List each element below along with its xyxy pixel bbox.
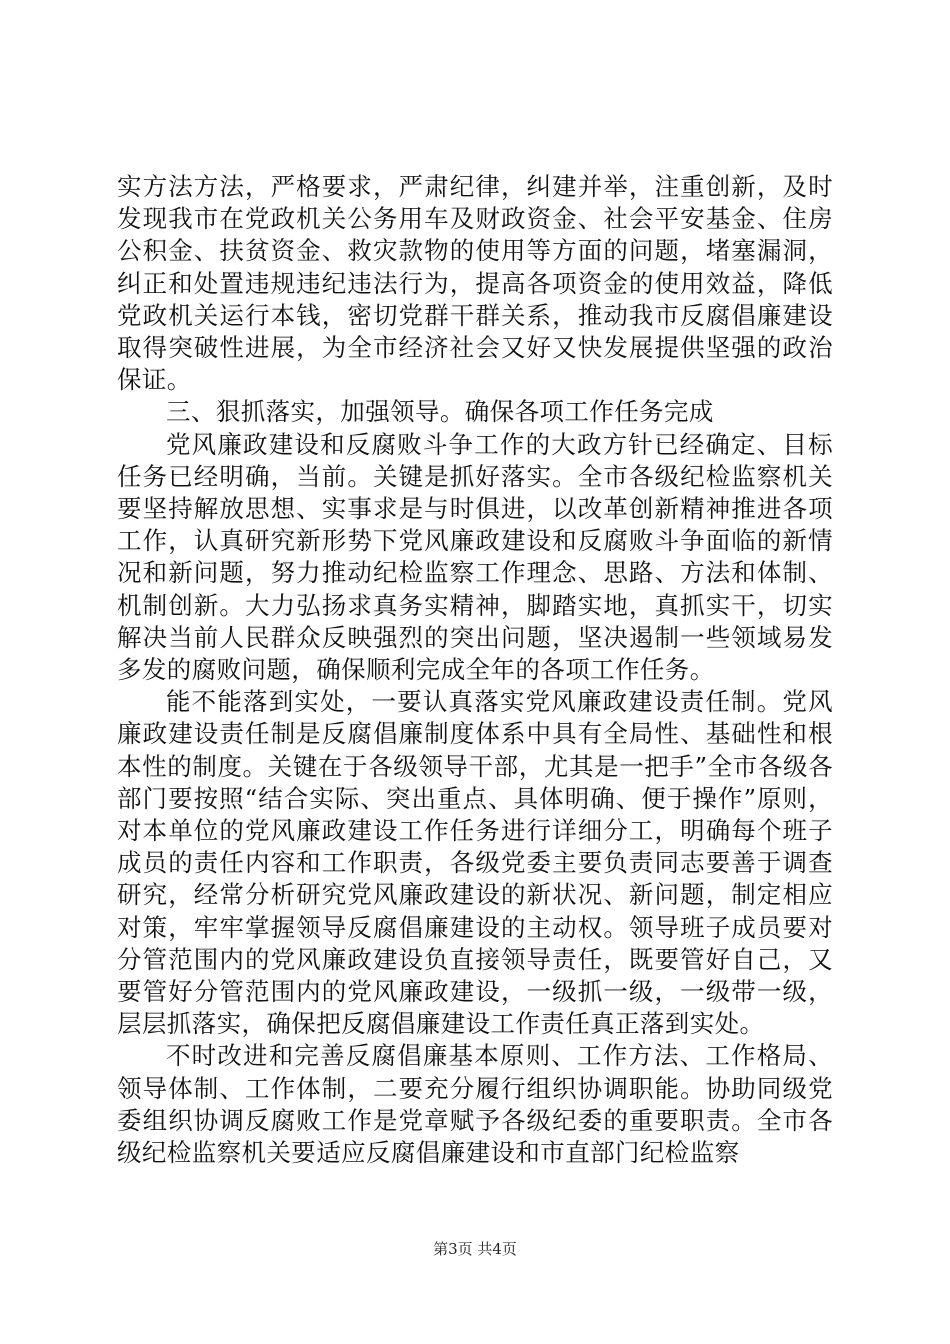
- page-number: 第3页 共4页: [433, 1240, 517, 1258]
- page-footer: [0, 1238, 950, 1259]
- paragraph: 党风廉政建设和反腐败斗争工作的大政方针已经确定、目标任务已经明确，当前。关键是抓好落实。全市各级纪检监察机关要坚持解放思想、实事求是与时俱进，以改革创新精神推进各项工作，认真研究新形势下党风廉政建设和反腐败斗争面临的新情况和新问题，努力推动纪检监察工作理念、思路、方法和体制、机制创新。大力弘扬求真务实精神，脚踏实地，真抓实干，切实解决当前人民群众反映强烈的突出问题，坚决遏制一些领域易发多发的腐败问题，确保顺利完成全年的各项工作任务。: [117, 429, 833, 685]
- section-heading: 三、狠抓落实，加强领导。确保各项工作任务完成: [166, 397, 714, 427]
- paragraph: 不时改进和完善反腐倡廉基本原则、工作方法、工作格局、领导体制、工作体制，二要充分履行组织协调职能。协助同级党委组织协调反腐败工作是党章赋予各级纪委的重要职责。全市各级纪检监察机关要适应反腐倡廉建设和市直部门纪检监察: [117, 1041, 833, 1168]
- paragraph: 能不能落到实处，一要认真落实党风廉政建设责任制。党风廉政建设责任制是反腐倡廉制度体系中具有全局性、基础性和根本性的制度。关键在于各级领导干部，尤其是一把手”全市各级各部门要按照“结合实际、突出重点、具体明确、便于操作”原则，对本单位的党风廉政建设工作任务进行详细分工，明确每个班子成员的责任内容和工作职责，各级党委主要负责同志要善于调查研究，经常分析研究党风廉政建设的新状况、新问题，制定相应对策，牢牢掌握领导反腐倡廉建设的主动权。领导班子成员要对分管范围内的党风廉政建设负直接领导责任，既要管好自己，又要管好分管范围内的党风廉政建设，一级抓一级，一级带一级，层层抓落实，确保把反腐倡廉建设工作责任真正落到实处。: [117, 687, 833, 1039]
- document-body: [117, 171, 833, 1169]
- paragraph-continuation: 实方法方法，严格要求，严肃纪律，纠建并举，注重创新，及时发现我市在党政机关公务用车及财政资金、社会平安基金、住房公积金、扶贫资金、救灾款物的使用等方面的问题，堵塞漏洞，纠正和处置违规违纪违法行为，提高各项资金的使用效益，降低党政机关运行本钱，密切党群干群关系，推动我市反腐倡廉建设取得突破性进展，为全市经济社会又好又快发展提供坚强的政治保证。: [117, 172, 833, 395]
